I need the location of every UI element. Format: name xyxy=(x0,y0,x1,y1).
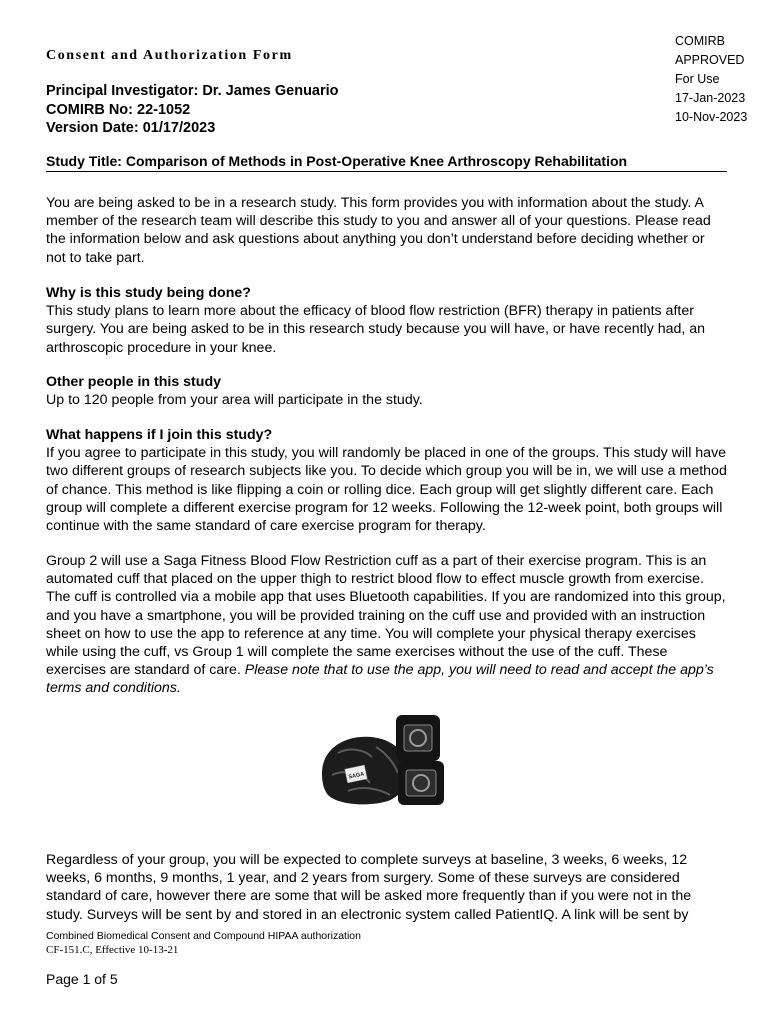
section-heading: What happens if I join this study? xyxy=(46,427,273,443)
group-2-text: Group 2 will use a Saga Fitness Blood Flow Restriction cuff as a part of their exercise program. This is an automated cuff that placed on the upper thigh to restrict blood flow to effect muscle growth from exercise. The cuff is controlled via a mobile app that uses Bluetooth capabilities. If you are randomized into this group, and you have a smartphone, you will be provided training on the cuff use and provided with an instruction sheet on how to use the app to reference at any time. You will complete your physical therapy exercises while using the cuff, vs Group 1 will complete the same exercises without the use of the cuff. These exercises are standard of care. xyxy=(46,553,726,679)
comirb-number: COMIRB No: 22-1052 xyxy=(46,101,191,118)
irb-stamp-line: For Use xyxy=(675,72,720,86)
page-number: Page 1 of 5 xyxy=(46,971,118,987)
footer-form-name: Combined Biomedical Consent and Compound HIPAA authorization xyxy=(46,930,361,942)
irb-stamp-line: 17-Jan-2023 xyxy=(675,91,746,105)
irb-approval-stamp xyxy=(675,32,747,127)
section-heading: Other people in this study xyxy=(46,374,221,390)
section-what-happens xyxy=(46,426,728,535)
study-title: Study Title: Comparison of Methods in Post-Operative Knee Arthroscopy Rehabilitation xyxy=(46,153,727,172)
cuff-roll-top-band xyxy=(404,725,432,751)
principal-investigator: Principal Investigator: Dr. James Genuario xyxy=(46,83,339,99)
app-terms-note: Please note that to use the app, you will need to read and accept the app’s terms and conditions. xyxy=(46,662,714,697)
surveys-paragraph: Regardless of your group, you will be expected to complete surveys at baseline, 3 weeks, 6 weeks, 12 weeks, 6 months, 9 months, 1 year, and 2 years from surgery. Some of these surveys are considered standard of care, however there are some that will be asked more frequently than if you were not in the study. Surveys will be sent by and stored in an electronic system called PatientIQ. A link will be sent by xyxy=(46,852,692,923)
bfr-cuff-image xyxy=(318,713,460,809)
section-other-people xyxy=(46,373,728,409)
section-text: If you agree to participate in this study, you will randomly be placed in one of the groups. This study will have two different groups of research subjects like you. To decide which group you will be in, we will use a method of chance. This method is like flipping a coin or rolling dice. Each group will get slightly different care. Each group will complete a different exercise program for 12 weeks. Following the 12-week point, both groups will continue with the same standard of care exercise program for therapy. xyxy=(46,445,727,535)
version-date: Version Date: 01/17/2023 xyxy=(46,120,216,136)
section-text: Up to 120 people from your area will participate in the study. xyxy=(46,392,423,409)
section-heading: Why is this study being done? xyxy=(46,285,251,301)
section-why xyxy=(46,284,728,357)
cuff-roll-bottom-band xyxy=(406,770,436,796)
footer xyxy=(46,929,361,957)
section-text: This study plans to learn more about the efficacy of blood flow restriction (BFR) therapy in patients after surgery. You are being asked to be in this research study because you will have, or have recently had, an arthroscopic procedure in your knee. xyxy=(46,303,706,356)
group-2-paragraph xyxy=(46,552,728,698)
study-identifiers xyxy=(46,82,339,138)
irb-stamp-line: COMIRB xyxy=(675,34,725,48)
form-title: Consent and Authorization Form xyxy=(46,48,293,63)
irb-stamp-line: APPROVED xyxy=(675,53,745,67)
irb-stamp-line: 10-Nov-2023 xyxy=(675,110,748,124)
cuff-label-text: SAGA xyxy=(348,771,365,781)
intro-paragraph: You are being asked to be in a research study. This form provides you with information about the study. A member of the research team will describe this study to you and answer all of your questions. Please read the information below and ask questions about anything you don’t understand before deciding whether or not to take part. xyxy=(46,195,711,266)
footer-form-code: CF-151.C, Effective 10-13-21 xyxy=(46,944,179,956)
